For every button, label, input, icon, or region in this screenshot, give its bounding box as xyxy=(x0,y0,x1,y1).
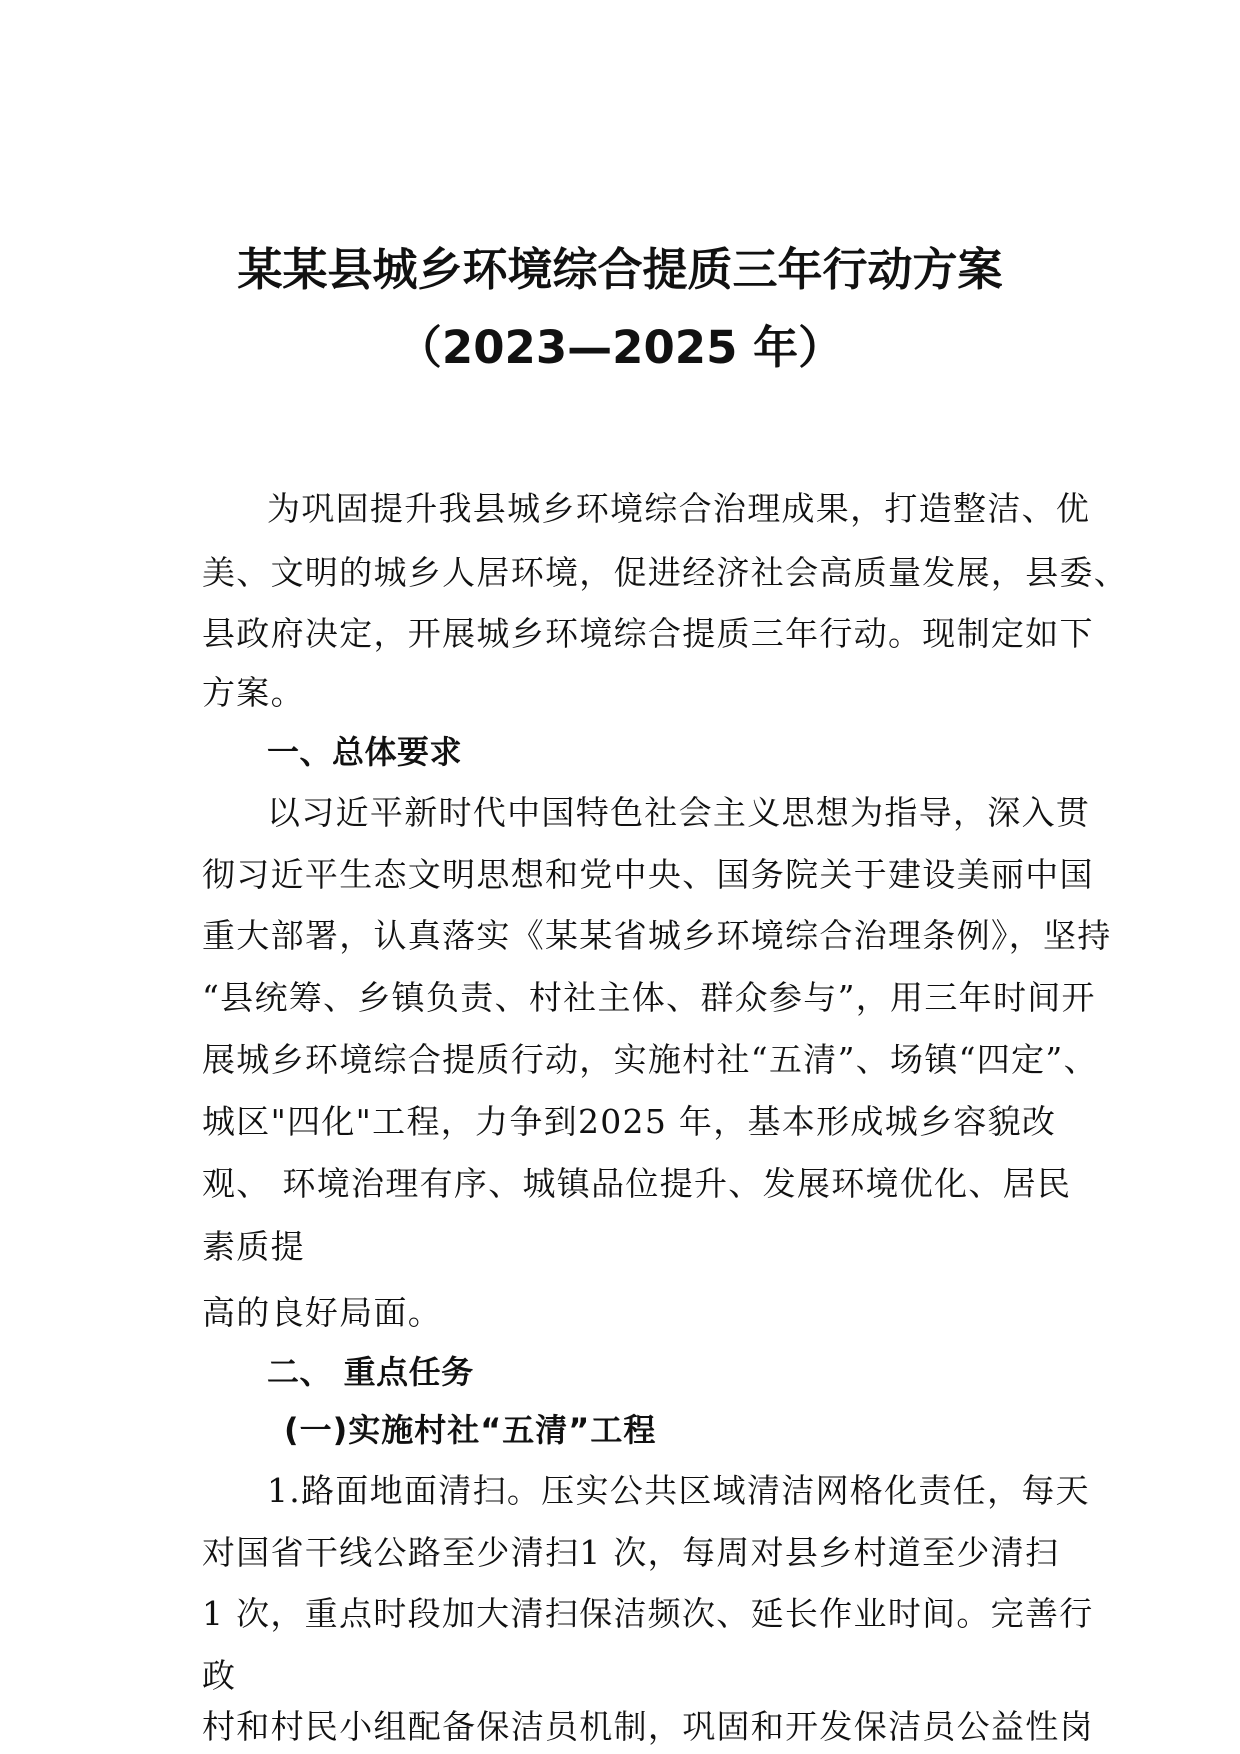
paragraph-line: 观、 环境治理有序、城镇品位提升、发展环境优化、居民 xyxy=(202,1164,1072,1203)
paragraph-line: 1.路面地面清扫。压实公共区域清洁网格化责任，每天 xyxy=(267,1471,1090,1510)
paragraph-line: 以习近平新时代中国特色社会主义思想为指导，深入贯 xyxy=(267,793,1091,832)
paragraph-line: 美、文明的城乡人居环境，促进经济社会高质量发展，县委、 xyxy=(202,553,1129,592)
paragraph-line: 1 次，重点时段加大清扫保洁频次、延长作业时间。完善行 xyxy=(202,1594,1094,1633)
paragraph-line: 城区"四化"工程，力争到2025 年，基本形成城乡容貌改 xyxy=(202,1102,1057,1141)
paragraph-line: 对国省干线公路至少清扫1 次，每周对县乡村道至少清扫 xyxy=(202,1533,1060,1572)
paragraph-line: 为巩固提升我县城乡环境综合治理成果，打造整洁、优 xyxy=(267,489,1091,528)
paragraph-line: 重大部署，认真落实《某某省城乡环境综合治理条例》，坚持 xyxy=(202,916,1112,955)
document-title: 某某县城乡环境综合提质三年行动方案 xyxy=(237,243,1003,296)
section-heading: 二、 重点任务 xyxy=(267,1353,474,1391)
paragraph-line: 方案。 xyxy=(202,673,305,712)
paragraph-line: “县统筹、乡镇负责、村社主体、群众参与”，用三年时间开 xyxy=(202,978,1096,1017)
paragraph-line: 展城乡环境综合提质行动，实施村社“五清”、场镇“四定”、 xyxy=(202,1040,1098,1079)
paragraph-line: 素质提 xyxy=(202,1227,305,1266)
paragraph-line: 县政府决定，开展城乡环境综合提质三年行动。现制定如下 xyxy=(202,614,1094,653)
subsection-heading: (一)实施村社“五清”工程 xyxy=(284,1411,657,1449)
paragraph-line: 彻习近平生态文明思想和党中央、国务院关于建设美丽中国 xyxy=(202,855,1094,894)
paragraph-line: 村和村民小组配备保洁员机制，巩固和开发保洁员公益性岗 xyxy=(202,1707,1094,1746)
section-heading: 一、总体要求 xyxy=(267,733,463,771)
document-subtitle: （2023—2025 年） xyxy=(396,321,844,374)
paragraph-line: 高的良好局面。 xyxy=(202,1293,443,1332)
paragraph-line: 政 xyxy=(202,1656,237,1695)
